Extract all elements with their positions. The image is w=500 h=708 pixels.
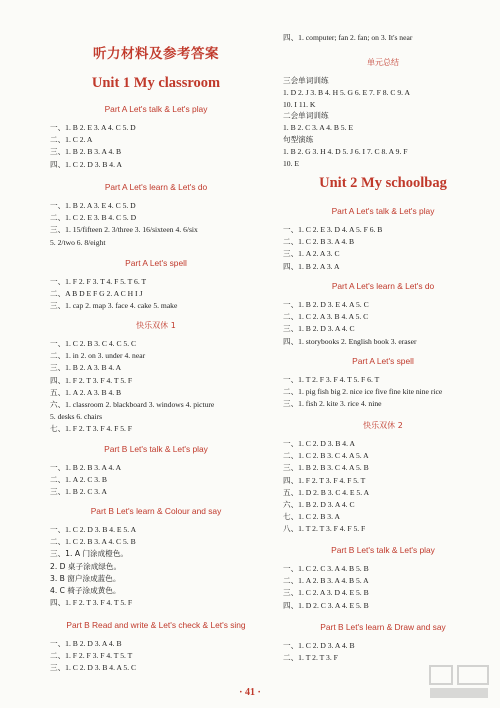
answer-line: 三、1. A 2. A 3. C	[283, 249, 340, 259]
answer-line: 4. C 椅子涂成黄色。	[50, 586, 121, 595]
answer-line: 四、1. storybooks 2. English book 3. eraser	[283, 336, 417, 346]
answer-line: 三、1. B 2. D 3. A 4. C	[283, 324, 355, 334]
answer-line: 二、1. pig fish big 2. nice ice five fine kite nine rice	[283, 387, 443, 397]
subheading: 句型演练	[283, 135, 314, 144]
answer-line: 一、1. C 2. C 3. A 4. B 5. B	[283, 564, 369, 573]
answer-line: 四、1. D 2. C 3. A 4. E 5. B	[283, 600, 369, 610]
section-heading: Part B Let's talk & Let's play	[331, 545, 435, 555]
section-heading: Part A Let's talk & Let's play	[331, 206, 435, 216]
answer-line: 一、1. B 2. B 3. A 4. A	[50, 463, 122, 472]
answer-line: 5. 2/two 6. 8/eight	[50, 237, 106, 247]
answer-line: 六、1. classroom 2. blackboard 3. windows 4. picture	[50, 400, 215, 409]
answer-line: 三、1. 15/fifteen 2. 3/three 3. 16/sixteen 4. 6/six	[50, 225, 198, 235]
section-heading: 快乐双休 1	[136, 321, 176, 330]
answer-line: 三、1. C 2. D 3. B 4. A 5. C	[50, 663, 137, 673]
answer-line: 四、1. B 2. A 3. A	[283, 261, 340, 271]
answer-line: 二、1. C 2. A	[50, 135, 93, 145]
answer-line: 1. B 2. G 3. H 4. D 5. J 6. I 7. C 8. A 9. F	[283, 146, 408, 156]
answer-line: 四、1. computer; fan 2. fan; on 3. It's near	[283, 33, 413, 42]
answer-line: 三、1. B 2. A 3. B 4. A	[50, 363, 122, 373]
answer-line: 5. desks 6. chairs	[50, 412, 103, 422]
unit-title: Unit 1 My classroom	[91, 75, 221, 91]
section-heading: Part A Let's learn & Let's do	[331, 281, 435, 291]
answer-line: 三、1. B 2. B 3. A 4. B	[50, 147, 122, 157]
answer-line: 三、1. cap 2. map 3. face 4. cake 5. make	[50, 301, 178, 311]
answer-line: 四、1. F 2. T 3. F 4. F 5. T	[283, 475, 366, 485]
answer-line: 四、1. C 2. D 3. B 4. A	[50, 159, 122, 169]
answer-line: 二、1. T 2. T 3. F	[283, 653, 338, 663]
answer-line: 三、1. C 2. A 3. D 4. E 5. B	[283, 588, 369, 598]
answer-line: 3. B 窗户涂成蓝色。	[50, 573, 121, 583]
section-heading: Part B Let's learn & Draw and say	[320, 622, 446, 632]
answer-line: 六、1. B 2. D 3. A 4. C	[283, 500, 355, 509]
answer-line: 一、1. C 2. E 3. D 4. A 5. F 6. B	[283, 225, 383, 234]
answer-line: 一、1. C 2. D 3. B 4. A	[283, 439, 355, 448]
answer-line: 一、1. C 2. D 3. A 4. B	[283, 641, 355, 650]
section-heading: Part A Let's spell	[352, 356, 414, 366]
answer-line: 1. B 2. C 3. A 4. B 5. E	[283, 123, 354, 133]
answer-line: 三、1. B 2. C 3. A	[50, 487, 107, 497]
answer-line: 一、1. B 2. D 3. E 4. A 5. C	[283, 300, 369, 309]
section-heading: Part B Let's talk & Let's play	[104, 444, 208, 454]
answer-line: 四、1. F 2. T 3. F 4. T 5. F	[50, 375, 133, 385]
answer-line: 一、1. B 2. E 3. A 4. C 5. D	[50, 123, 136, 132]
section-heading: 单元总结	[367, 58, 399, 67]
answer-line: 二、1. F 2. F 3. F 4. T 5. T	[50, 651, 133, 661]
section-heading: Part A Let's spell	[125, 258, 187, 268]
page-title: 听力材料及参考答案	[93, 46, 219, 62]
answer-line: 三、1. A 门涂成橙色。	[50, 549, 129, 559]
answer-line: 二、1. C 2. B 3. A 4. C 5. B	[50, 537, 136, 547]
answer-line: 二、1. C 2. B 3. A 4. B	[283, 237, 355, 247]
answer-line: 二、1. C 2. B 3. C 4. A 5. A	[283, 451, 369, 461]
answer-line: 二、1. in 2. on 3. under 4. near	[50, 351, 146, 361]
answer-line: 三、1. B 2. B 3. C 4. A 5. B	[283, 463, 369, 473]
answer-line: 二、1. A 2. B 3. A 4. B 5. A	[283, 576, 369, 586]
answer-line: 一、1. C 2. D 3. B 4. E 5. A	[50, 525, 137, 534]
section-heading: Part B Let's learn & Colour and say	[90, 506, 222, 516]
answer-line: 五、1. A 2. A 3. B 4. B	[50, 387, 122, 397]
watermark-logo-icon	[428, 662, 492, 702]
answer-line: 10. E	[283, 158, 300, 168]
answer-line: 一、1. T 2. F 3. F 4. T 5. F 6. T	[283, 375, 380, 384]
answer-line: 三、1. fish 2. kite 3. rice 4. nine	[283, 399, 382, 409]
answer-line: 一、1. B 2. A 3. E 4. C 5. D	[50, 201, 136, 210]
answer-line: 七、1. F 2. T 3. F 4. F 5. F	[50, 424, 133, 434]
answer-line: 二、A B D E F G 2. A C H I J	[50, 289, 143, 299]
unit-title: Unit 2 My schoolbag	[319, 175, 447, 191]
answer-line: 10. I 11. K	[283, 99, 316, 109]
answer-line: 七、1. C 2. B 3. A	[283, 512, 340, 522]
answer-line: 二、1. C 2. E 3. B 4. C 5. D	[50, 213, 137, 223]
answer-line: 一、1. B 2. D 3. A 4. B	[50, 639, 122, 648]
answer-line: 2. D 桌子涂成绿色。	[50, 561, 122, 571]
answer-line: 二、1. C 2. A 3. B 4. A 5. C	[283, 312, 369, 322]
subheading: 二会单词训练	[283, 111, 329, 121]
page-number: · 41 ·	[239, 687, 261, 698]
section-heading: Part A Let's talk & Let's play	[104, 104, 208, 114]
section-heading: Part B Read and write & Let's check & Let's sing	[66, 620, 246, 630]
section-heading: Part A Let's learn & Let's do	[104, 182, 208, 192]
answer-line: 二、1. A 2. C 3. B	[50, 475, 107, 485]
answer-line: 八、1. T 2. T 3. F 4. F 5. F	[283, 524, 366, 534]
answer-line: 1. D 2. J 3. B 4. H 5. G 6. E 7. F 8. C 9. A	[283, 87, 410, 97]
answer-line: 一、1. C 2. B 3. C 4. C 5. C	[50, 339, 137, 348]
answer-line: 一、1. F 2. F 3. T 4. F 5. T 6. T	[50, 277, 147, 286]
answer-line: 五、1. D 2. B 3. C 4. E 5. A	[283, 487, 370, 497]
section-heading: 快乐双休 2	[363, 421, 403, 430]
answer-line: 四、1. F 2. T 3. F 4. T 5. F	[50, 598, 133, 608]
subheading: 三会单词训练	[283, 76, 329, 85]
